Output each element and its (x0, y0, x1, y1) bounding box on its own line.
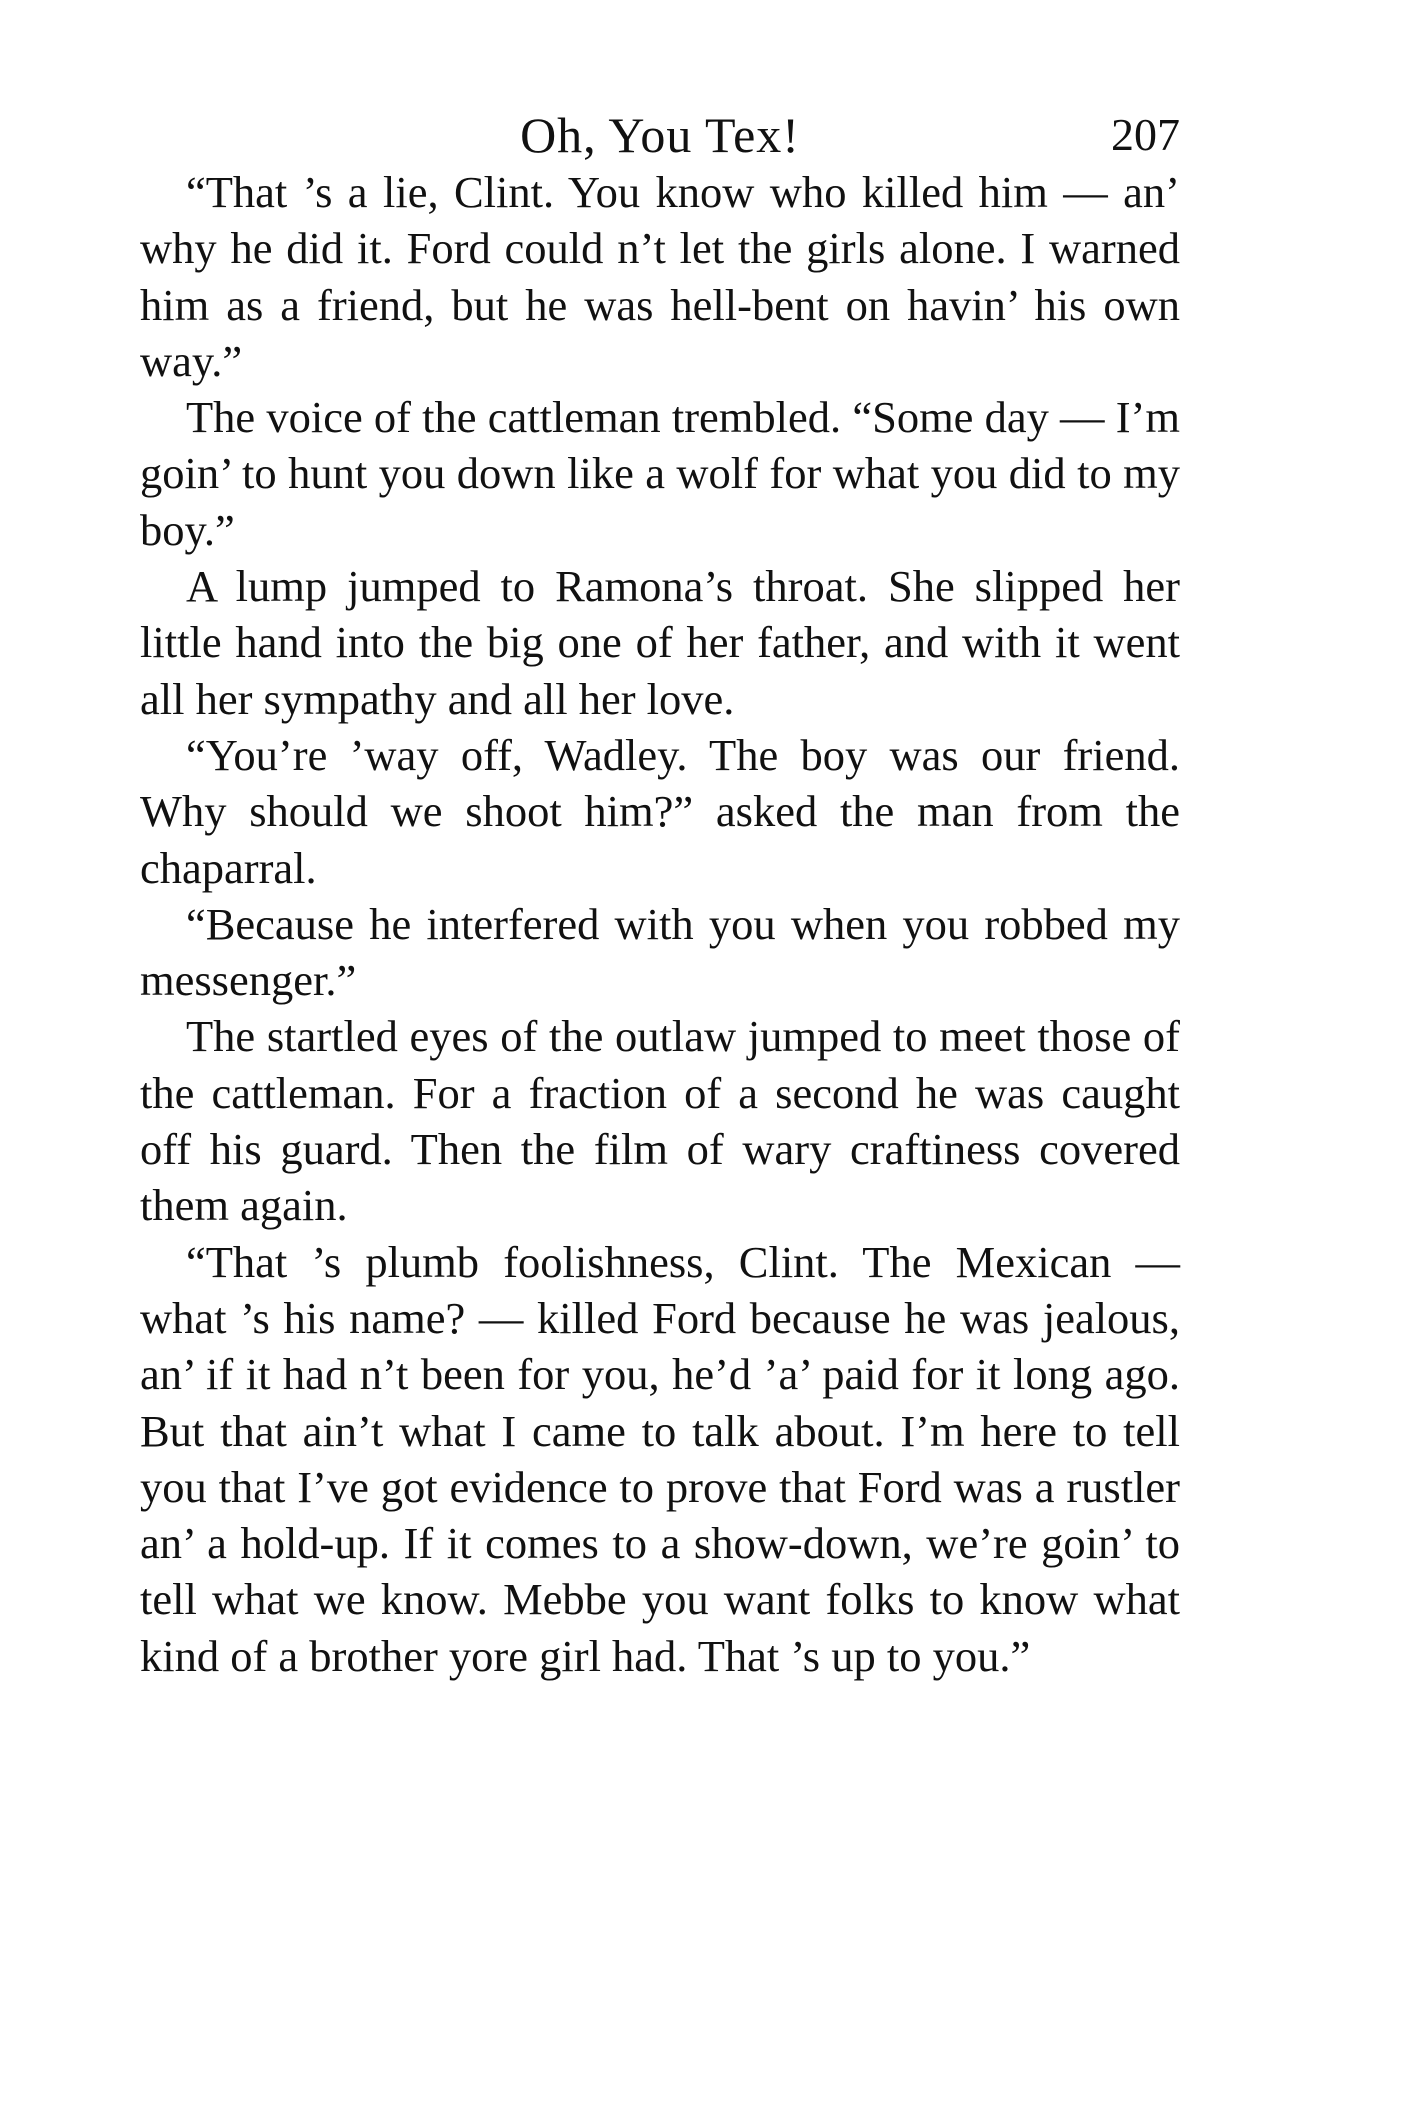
paragraph-1: “That ’s a lie, Clint. You know who killed him — an’ why he did it. Ford could n’t let the girls alone. I warned him as a friend, but he was hell-bent on havin’ his own way.” (140, 167, 1180, 386)
book-page (140, 100, 1180, 1684)
page-number: 207 (1111, 109, 1180, 160)
paragraph-2: The voice of the cattleman trembled. “Some day — I’m goin’ to hunt you down like a wolf for what you did to my boy.” (140, 392, 1180, 555)
body-text (140, 164, 1180, 1684)
paragraph-5: “Because he interfered with you when you robbed my messenger.” (140, 898, 1180, 1006)
paragraph-4: “You’re ’way off, Wadley. The boy was our friend. Why should we shoot him?” asked the man from the chaparral. (140, 729, 1180, 893)
paragraph-3: A lump jumped to Ramona’s throat. She slipped her little hand into the big one of her father, and with it went all her sympathy and all her love. (140, 561, 1180, 724)
paragraph-6: The startled eyes of the outlaw jumped to meet those of the cattleman. For a fraction of a second he was caught off his guard. Then the film of wary craftiness covered them again. (140, 1011, 1180, 1231)
running-title: Oh, You Tex! (520, 107, 800, 163)
paragraph-7: “That ’s plumb foolishness, Clint. The Mexican — what ’s his name? — killed Ford because he was jealous, an’ if it had n’t been for you, he’d ’a’ paid for it long ago. But that ain’t what I came to talk about. I’m here to tell you that I’ve got evidence to prove that Ford was a rustler an’ a hold-up. If it comes to a show-down, we’re goin’ to tell what we know. Mebbe you want folks to know what kind of a brother yore girl had. That ’s up to you.” (140, 1236, 1180, 1681)
page-header (140, 100, 1180, 170)
